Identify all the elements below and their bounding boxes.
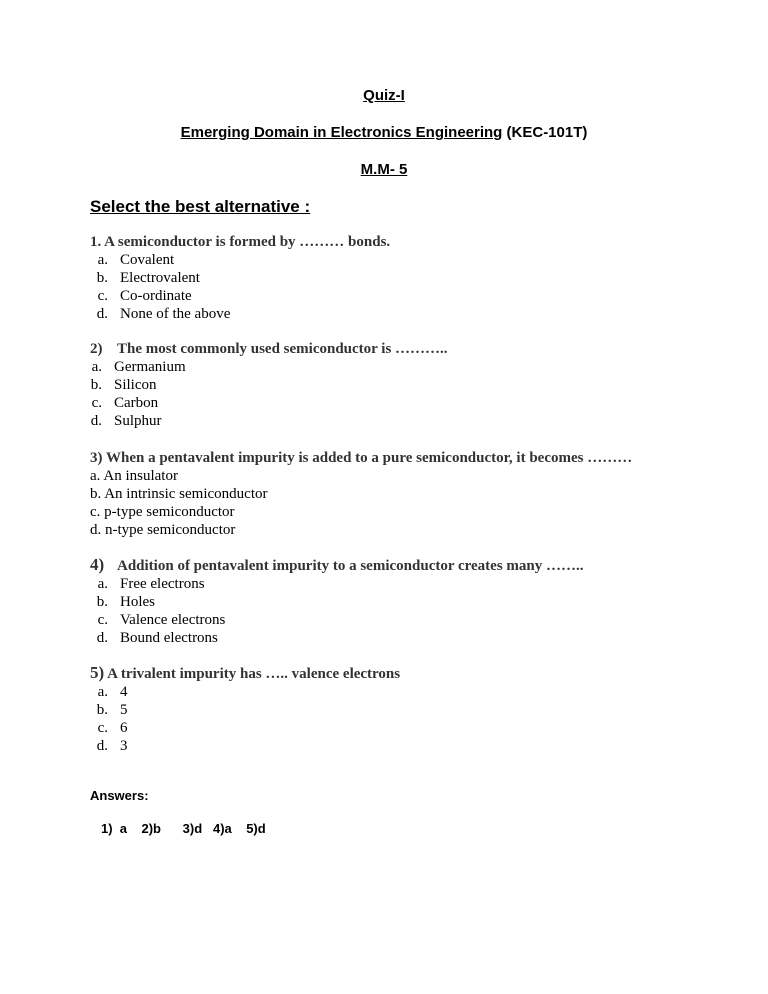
- option-a: [90, 467, 632, 485]
- course-title: [0, 124, 768, 142]
- option-letter: b.: [96, 594, 108, 610]
- option-text: Free electrons: [120, 576, 205, 592]
- option-letter: c.: [97, 612, 108, 628]
- option-letter: a.: [97, 576, 108, 592]
- option-c: [90, 719, 400, 737]
- option-list: [90, 575, 584, 647]
- option-a: [90, 358, 448, 376]
- option-letter: a.: [91, 359, 102, 375]
- option-d: [90, 521, 632, 539]
- option-d: [90, 305, 390, 323]
- question-5-text: [90, 664, 400, 683]
- answers-heading: Answers:: [90, 788, 149, 803]
- option-letter: d.: [90, 413, 102, 429]
- question-stem: The most commonly used semiconductor is ………..: [117, 341, 448, 357]
- question-number: 4): [90, 555, 105, 574]
- option-text: An intrinsic semiconductor: [104, 486, 268, 502]
- option-letter: c.: [97, 720, 108, 736]
- option-a: [90, 575, 584, 593]
- option-letter: c.: [91, 395, 102, 411]
- option-letter: b.: [96, 702, 108, 718]
- question-number: 3): [90, 450, 103, 466]
- option-letter: b.: [96, 270, 108, 286]
- question-stem: When a pentavalent impurity is added to a pure semiconductor, it becomes ………: [102, 450, 633, 466]
- option-text: Valence electrons: [120, 612, 226, 628]
- option-text: An insulator: [103, 468, 178, 484]
- question-4: [90, 556, 584, 647]
- option-list: [90, 467, 632, 539]
- course-code: (KEC-101T): [502, 124, 588, 141]
- option-d: [90, 629, 584, 647]
- option-text: Holes: [120, 594, 155, 610]
- option-letter: c.: [90, 504, 101, 520]
- question-number: 5): [90, 663, 105, 682]
- option-text: Germanium: [114, 359, 186, 375]
- option-c: [90, 503, 632, 521]
- option-letter: d.: [96, 630, 108, 646]
- option-a: [90, 251, 390, 269]
- option-text: Covalent: [120, 252, 175, 268]
- option-c: [90, 394, 448, 412]
- question-stem: Addition of pentavalent impurity to a semiconductor creates many ……..: [117, 558, 584, 574]
- option-b: [90, 701, 400, 719]
- course-name: Emerging Domain in Electronics Engineering: [180, 124, 503, 141]
- question-number: 2): [90, 341, 103, 357]
- option-text: Sulphur: [114, 413, 162, 429]
- option-list: [90, 251, 390, 323]
- question-5: [90, 664, 400, 755]
- option-b: [90, 269, 390, 287]
- option-a: [90, 683, 400, 701]
- option-letter: b.: [90, 377, 102, 393]
- option-b: [90, 376, 448, 394]
- option-text: 3: [120, 738, 128, 754]
- option-letter: b.: [90, 486, 102, 502]
- option-text: Carbon: [114, 395, 159, 411]
- question-3-text: [90, 449, 632, 467]
- option-text: Bound electrons: [120, 630, 218, 646]
- option-text: n-type semiconductor: [105, 522, 236, 538]
- answers-key: 1) a 2)b 3)d 4)a 5)d: [101, 821, 266, 836]
- quiz-title: Quiz-I: [363, 87, 405, 104]
- question-3: [90, 449, 632, 539]
- question-1-text: [90, 233, 390, 251]
- question-stem: A semiconductor is formed by ……… bonds.: [101, 234, 391, 250]
- option-list: [90, 683, 400, 755]
- question-2-text: [90, 340, 448, 358]
- option-text: Electrovalent: [120, 270, 200, 286]
- option-list: [90, 358, 448, 430]
- option-text: Co-ordinate: [120, 288, 192, 304]
- option-text: 6: [120, 720, 128, 736]
- instructions-heading: Select the best alternative :: [90, 197, 311, 216]
- option-letter: a.: [97, 684, 108, 700]
- option-c: [90, 611, 584, 629]
- option-d: [90, 412, 448, 430]
- option-letter: d.: [90, 522, 102, 538]
- option-text: None of the above: [120, 306, 231, 322]
- option-letter: a.: [90, 468, 101, 484]
- question-2: [90, 340, 448, 430]
- option-letter: d.: [96, 306, 108, 322]
- option-letter: c.: [97, 288, 108, 304]
- option-text: 4: [120, 684, 128, 700]
- option-d: [90, 737, 400, 755]
- option-text: p-type semiconductor: [104, 504, 235, 520]
- option-letter: d.: [96, 738, 108, 754]
- option-b: [90, 593, 584, 611]
- option-text: Silicon: [114, 377, 157, 393]
- max-marks: M.M- 5: [360, 161, 408, 178]
- option-b: [90, 485, 632, 503]
- option-letter: a.: [97, 252, 108, 268]
- question-stem: A trivalent impurity has ….. valence electrons: [104, 666, 401, 682]
- question-1: [90, 233, 390, 323]
- option-c: [90, 287, 390, 305]
- option-text: 5: [120, 702, 128, 718]
- question-4-text: [90, 556, 584, 575]
- question-number: 1.: [90, 234, 102, 250]
